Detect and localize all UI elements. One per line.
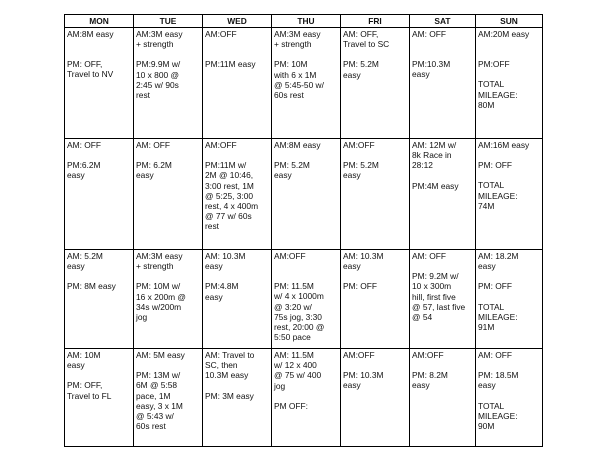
cell-spacer xyxy=(274,49,338,59)
cell-text-line: PM:4M easy xyxy=(412,180,459,191)
day-cell xyxy=(203,139,272,250)
day-cell xyxy=(410,28,476,139)
day-cell xyxy=(134,250,203,349)
cell-text-line: AM: OFF xyxy=(136,140,170,150)
cell-text-line: PM: 5.2M xyxy=(343,59,379,70)
cell-spacer xyxy=(478,271,540,281)
cell-text-line: AM:OFF xyxy=(343,140,375,150)
day-cell xyxy=(476,349,543,447)
cell-text-line: AM: OFF xyxy=(412,29,446,39)
cell-spacer xyxy=(478,360,540,370)
cell-text-line: PM:OFF xyxy=(478,59,510,70)
cell-text-line: rest, 20:00 @ xyxy=(274,322,325,333)
cell-text-line: AM:OFF xyxy=(343,350,375,360)
cell-spacer xyxy=(412,49,473,59)
cell-text-line: + strength xyxy=(136,39,174,50)
day-cell xyxy=(272,250,341,349)
cell-text-line: PM:11M w/ xyxy=(205,160,247,171)
cell-text-line: PM:11M easy xyxy=(205,59,256,70)
cell-text-line: TOTAL xyxy=(478,400,505,411)
cell-text-line: AM:3M easy xyxy=(136,251,183,261)
cell-text-line: easy xyxy=(412,69,430,80)
cell-spacer xyxy=(478,69,540,79)
cell-text-line: PM: 9.2M w/ xyxy=(412,271,459,282)
cell-text-line: MILEAGE: xyxy=(478,89,518,100)
cell-text-line: 90M xyxy=(478,421,495,432)
day-cell xyxy=(134,28,203,139)
day-cell xyxy=(341,349,410,447)
cell-text-line: PM: 8.2M xyxy=(412,370,448,381)
day-header: SAT xyxy=(410,15,476,28)
cell-text-line: PM: 6.2M xyxy=(136,160,172,171)
cell-text-line: @ 77 w/ 60s xyxy=(205,211,252,222)
cell-text-line: AM:OFF xyxy=(205,29,237,39)
cell-text-line: AM: 10.3M xyxy=(205,251,246,261)
cell-spacer xyxy=(205,49,269,59)
cell-spacer xyxy=(478,292,540,302)
cell-text-line: @ 3:20 w/ xyxy=(274,301,312,312)
cell-text-line: easy, 3 x 1M xyxy=(136,400,183,411)
day-cell xyxy=(476,139,543,250)
training-schedule-table xyxy=(64,14,543,447)
cell-text-line: hill, first five xyxy=(412,291,456,302)
cell-spacer xyxy=(412,39,473,49)
day-cell xyxy=(272,349,341,447)
cell-text-line: PM: 5.2M xyxy=(343,160,379,171)
day-cell xyxy=(203,349,272,447)
cell-text-line: SC, then xyxy=(205,360,238,371)
cell-text-line: AM: Travel to xyxy=(205,350,255,360)
cell-text-line: AM:OFF xyxy=(205,140,237,150)
day-header: THU xyxy=(272,15,341,28)
cell-text-line: PM:6.2M xyxy=(67,160,101,171)
cell-text-line: @ 5:45-50 w/ xyxy=(274,79,324,90)
cell-text-line: 80M xyxy=(478,99,495,110)
week-row xyxy=(65,349,543,447)
day-cell xyxy=(203,250,272,349)
cell-spacer xyxy=(67,271,131,281)
cell-spacer xyxy=(67,39,131,49)
cell-text-line: @ 5:43 w/ xyxy=(136,411,174,422)
cell-text-line: easy xyxy=(478,380,496,391)
cell-text-line: @ 57, last five xyxy=(412,301,466,312)
day-cell xyxy=(341,250,410,349)
cell-text-line: easy xyxy=(67,261,85,272)
day-cell xyxy=(476,250,543,349)
cell-spacer xyxy=(67,49,131,59)
cell-spacer xyxy=(136,49,200,59)
cell-text-line: 10 x 300m xyxy=(412,281,452,292)
cell-text-line: easy xyxy=(343,69,361,80)
cell-text-line: easy xyxy=(136,170,154,181)
cell-text-line: AM: 18.2M xyxy=(478,251,519,261)
cell-text-line: 10 x 800 @ xyxy=(136,69,179,80)
cell-text-line: + strength xyxy=(274,39,312,50)
cell-text-line: MILEAGE: xyxy=(478,311,518,322)
day-cell xyxy=(272,139,341,250)
cell-spacer xyxy=(412,171,473,181)
cell-text-line: easy xyxy=(205,291,223,302)
header-row xyxy=(65,15,543,28)
cell-text-line: AM: 5.2M xyxy=(67,251,103,261)
cell-text-line: AM: OFF xyxy=(478,350,512,360)
cell-text-line: + strength xyxy=(136,261,174,272)
day-cell xyxy=(410,250,476,349)
day-header: WED xyxy=(203,15,272,28)
cell-spacer xyxy=(67,150,131,160)
day-cell xyxy=(65,349,134,447)
cell-spacer xyxy=(136,360,200,370)
cell-text-line: Travel to NV xyxy=(67,69,114,80)
cell-text-line: PM: OFF, xyxy=(67,59,103,70)
cell-text-line: AM: OFF xyxy=(412,251,446,261)
cell-spacer xyxy=(412,360,473,370)
cell-text-line: AM: 11.5M xyxy=(274,350,314,360)
cell-text-line: PM:4.8M xyxy=(205,281,239,292)
day-cell xyxy=(65,28,134,139)
cell-spacer xyxy=(343,360,407,370)
cell-spacer xyxy=(343,49,407,59)
cell-text-line: easy xyxy=(67,170,85,181)
cell-text-line: AM: OFF, xyxy=(343,29,379,39)
day-cell xyxy=(203,28,272,139)
cell-text-line: PM:10.3M xyxy=(412,59,451,70)
cell-text-line: w/ 4 x 1000m xyxy=(274,291,324,302)
cell-text-line: easy xyxy=(67,360,85,371)
cell-text-line: easy xyxy=(274,170,292,181)
cell-spacer xyxy=(205,271,269,281)
cell-text-line: PM: 3M easy xyxy=(205,390,254,401)
cell-text-line: PM: 8M easy xyxy=(67,281,116,292)
cell-text-line: Travel to SC xyxy=(343,39,390,50)
day-cell xyxy=(341,28,410,139)
cell-spacer xyxy=(343,271,407,281)
day-cell xyxy=(272,28,341,139)
cell-text-line: AM: OFF xyxy=(67,140,101,150)
cell-text-line: TOTAL xyxy=(478,79,505,90)
cell-text-line: 6M @ 5:58 xyxy=(136,380,178,391)
cell-text-line: 60s rest xyxy=(274,90,304,101)
cell-text-line: 16 x 200m @ xyxy=(136,291,186,302)
cell-text-line: 5:50 pace xyxy=(274,332,311,343)
cell-text-line: easy xyxy=(343,170,361,181)
week-row xyxy=(65,250,543,349)
cell-text-line: AM:8M easy xyxy=(67,29,114,39)
cell-text-line: PM: 10M xyxy=(274,59,308,70)
cell-text-line: PM: 18.5M xyxy=(478,370,519,381)
cell-text-line: AM:3M easy xyxy=(274,29,321,39)
cell-text-line: 3:00 rest, 1M xyxy=(205,180,254,191)
cell-spacer xyxy=(274,150,338,160)
cell-text-line: AM: 10M xyxy=(67,350,101,360)
cell-text-line: easy xyxy=(343,380,361,391)
cell-spacer xyxy=(478,391,540,401)
cell-text-line: AM: 12M w/ xyxy=(412,140,457,150)
cell-text-line: 2:45 w/ 90s xyxy=(136,79,179,90)
cell-text-line: 34s w/200m xyxy=(136,301,182,312)
cell-text-line: Travel to FL xyxy=(67,390,112,401)
cell-text-line: PM: 13M w/ xyxy=(136,370,181,381)
cell-text-line: MILEAGE: xyxy=(478,190,518,201)
day-header: FRI xyxy=(341,15,410,28)
cell-text-line: easy xyxy=(205,261,223,272)
cell-text-line: with 6 x 1M xyxy=(274,69,317,80)
cell-text-line: PM: 11.5M xyxy=(274,281,314,292)
cell-text-line: rest xyxy=(136,90,150,101)
cell-spacer xyxy=(478,39,540,49)
cell-text-line: PM: 10.3M xyxy=(343,370,384,381)
cell-text-line: PM: OFF xyxy=(478,160,512,171)
day-cell xyxy=(65,139,134,250)
cell-text-line: jog xyxy=(136,312,148,323)
cell-text-line: easy xyxy=(343,261,361,272)
cell-spacer xyxy=(478,150,540,160)
cell-text-line: 2M @ 10:46, xyxy=(205,170,254,181)
day-header: TUE xyxy=(134,15,203,28)
cell-text-line: rest, 4 x 400m xyxy=(205,201,259,212)
day-header: SUN xyxy=(476,15,543,28)
cell-spacer xyxy=(136,271,200,281)
cell-text-line: AM:3M easy xyxy=(136,29,183,39)
cell-text-line: MILEAGE: xyxy=(478,410,518,421)
day-cell xyxy=(410,139,476,250)
cell-spacer xyxy=(343,150,407,160)
cell-text-line: @ 5:25, 3:00 xyxy=(205,190,254,201)
cell-text-line: pace, 1M xyxy=(136,390,171,401)
cell-spacer xyxy=(274,261,338,271)
cell-text-line: 75s jog, 3:30 xyxy=(274,311,322,322)
cell-text-line: 60s rest xyxy=(136,421,166,432)
cell-text-line: 28:12 xyxy=(412,160,433,171)
cell-text-line: AM:8M easy xyxy=(274,140,321,150)
cell-text-line: jog xyxy=(274,380,286,391)
week-row xyxy=(65,139,543,250)
cell-spacer xyxy=(478,49,540,59)
cell-text-line: rest xyxy=(205,221,219,232)
day-header: MON xyxy=(65,15,134,28)
cell-text-line: easy xyxy=(478,261,496,272)
day-cell xyxy=(65,250,134,349)
cell-text-line: PM OFF: xyxy=(274,400,308,411)
cell-spacer xyxy=(67,370,131,380)
day-cell xyxy=(134,349,203,447)
cell-text-line: 74M xyxy=(478,200,495,211)
cell-text-line: easy xyxy=(412,380,430,391)
day-cell xyxy=(410,349,476,447)
cell-text-line: PM: 10M w/ xyxy=(136,281,181,292)
cell-text-line: @ 75 w/ 400 xyxy=(274,370,322,381)
cell-spacer xyxy=(205,381,269,391)
cell-text-line: AM: 10.3M xyxy=(343,251,384,261)
cell-spacer xyxy=(136,150,200,160)
cell-spacer xyxy=(274,271,338,281)
day-cell xyxy=(341,139,410,250)
cell-text-line: @ 54 xyxy=(412,312,433,323)
cell-text-line: 91M xyxy=(478,322,495,333)
cell-text-line: AM:20M easy xyxy=(478,29,530,39)
cell-text-line: AM:OFF xyxy=(274,251,306,261)
cell-text-line: AM:OFF xyxy=(412,350,444,360)
cell-text-line: TOTAL xyxy=(478,180,505,191)
cell-spacer xyxy=(205,150,269,160)
day-cell xyxy=(134,139,203,250)
cell-text-line: PM: OFF, xyxy=(67,380,103,391)
cell-text-line: 10.3M easy xyxy=(205,370,249,381)
day-cell xyxy=(476,28,543,139)
cell-spacer xyxy=(412,261,473,271)
cell-text-line: PM:9.9M w/ xyxy=(136,59,181,70)
cell-text-line: TOTAL xyxy=(478,301,505,312)
cell-text-line: w/ 12 x 400 xyxy=(274,360,317,371)
cell-text-line: PM: OFF xyxy=(343,281,377,292)
cell-text-line: PM: 5.2M xyxy=(274,160,310,171)
cell-spacer xyxy=(205,39,269,49)
cell-text-line: PM: OFF xyxy=(478,281,512,292)
cell-text-line: 8k Race in xyxy=(412,150,452,161)
week-row xyxy=(65,28,543,139)
cell-text-line: AM:16M easy xyxy=(478,140,530,150)
cell-spacer xyxy=(478,170,540,180)
cell-text-line: AM: 5M easy xyxy=(136,350,185,360)
cell-spacer xyxy=(274,391,338,401)
